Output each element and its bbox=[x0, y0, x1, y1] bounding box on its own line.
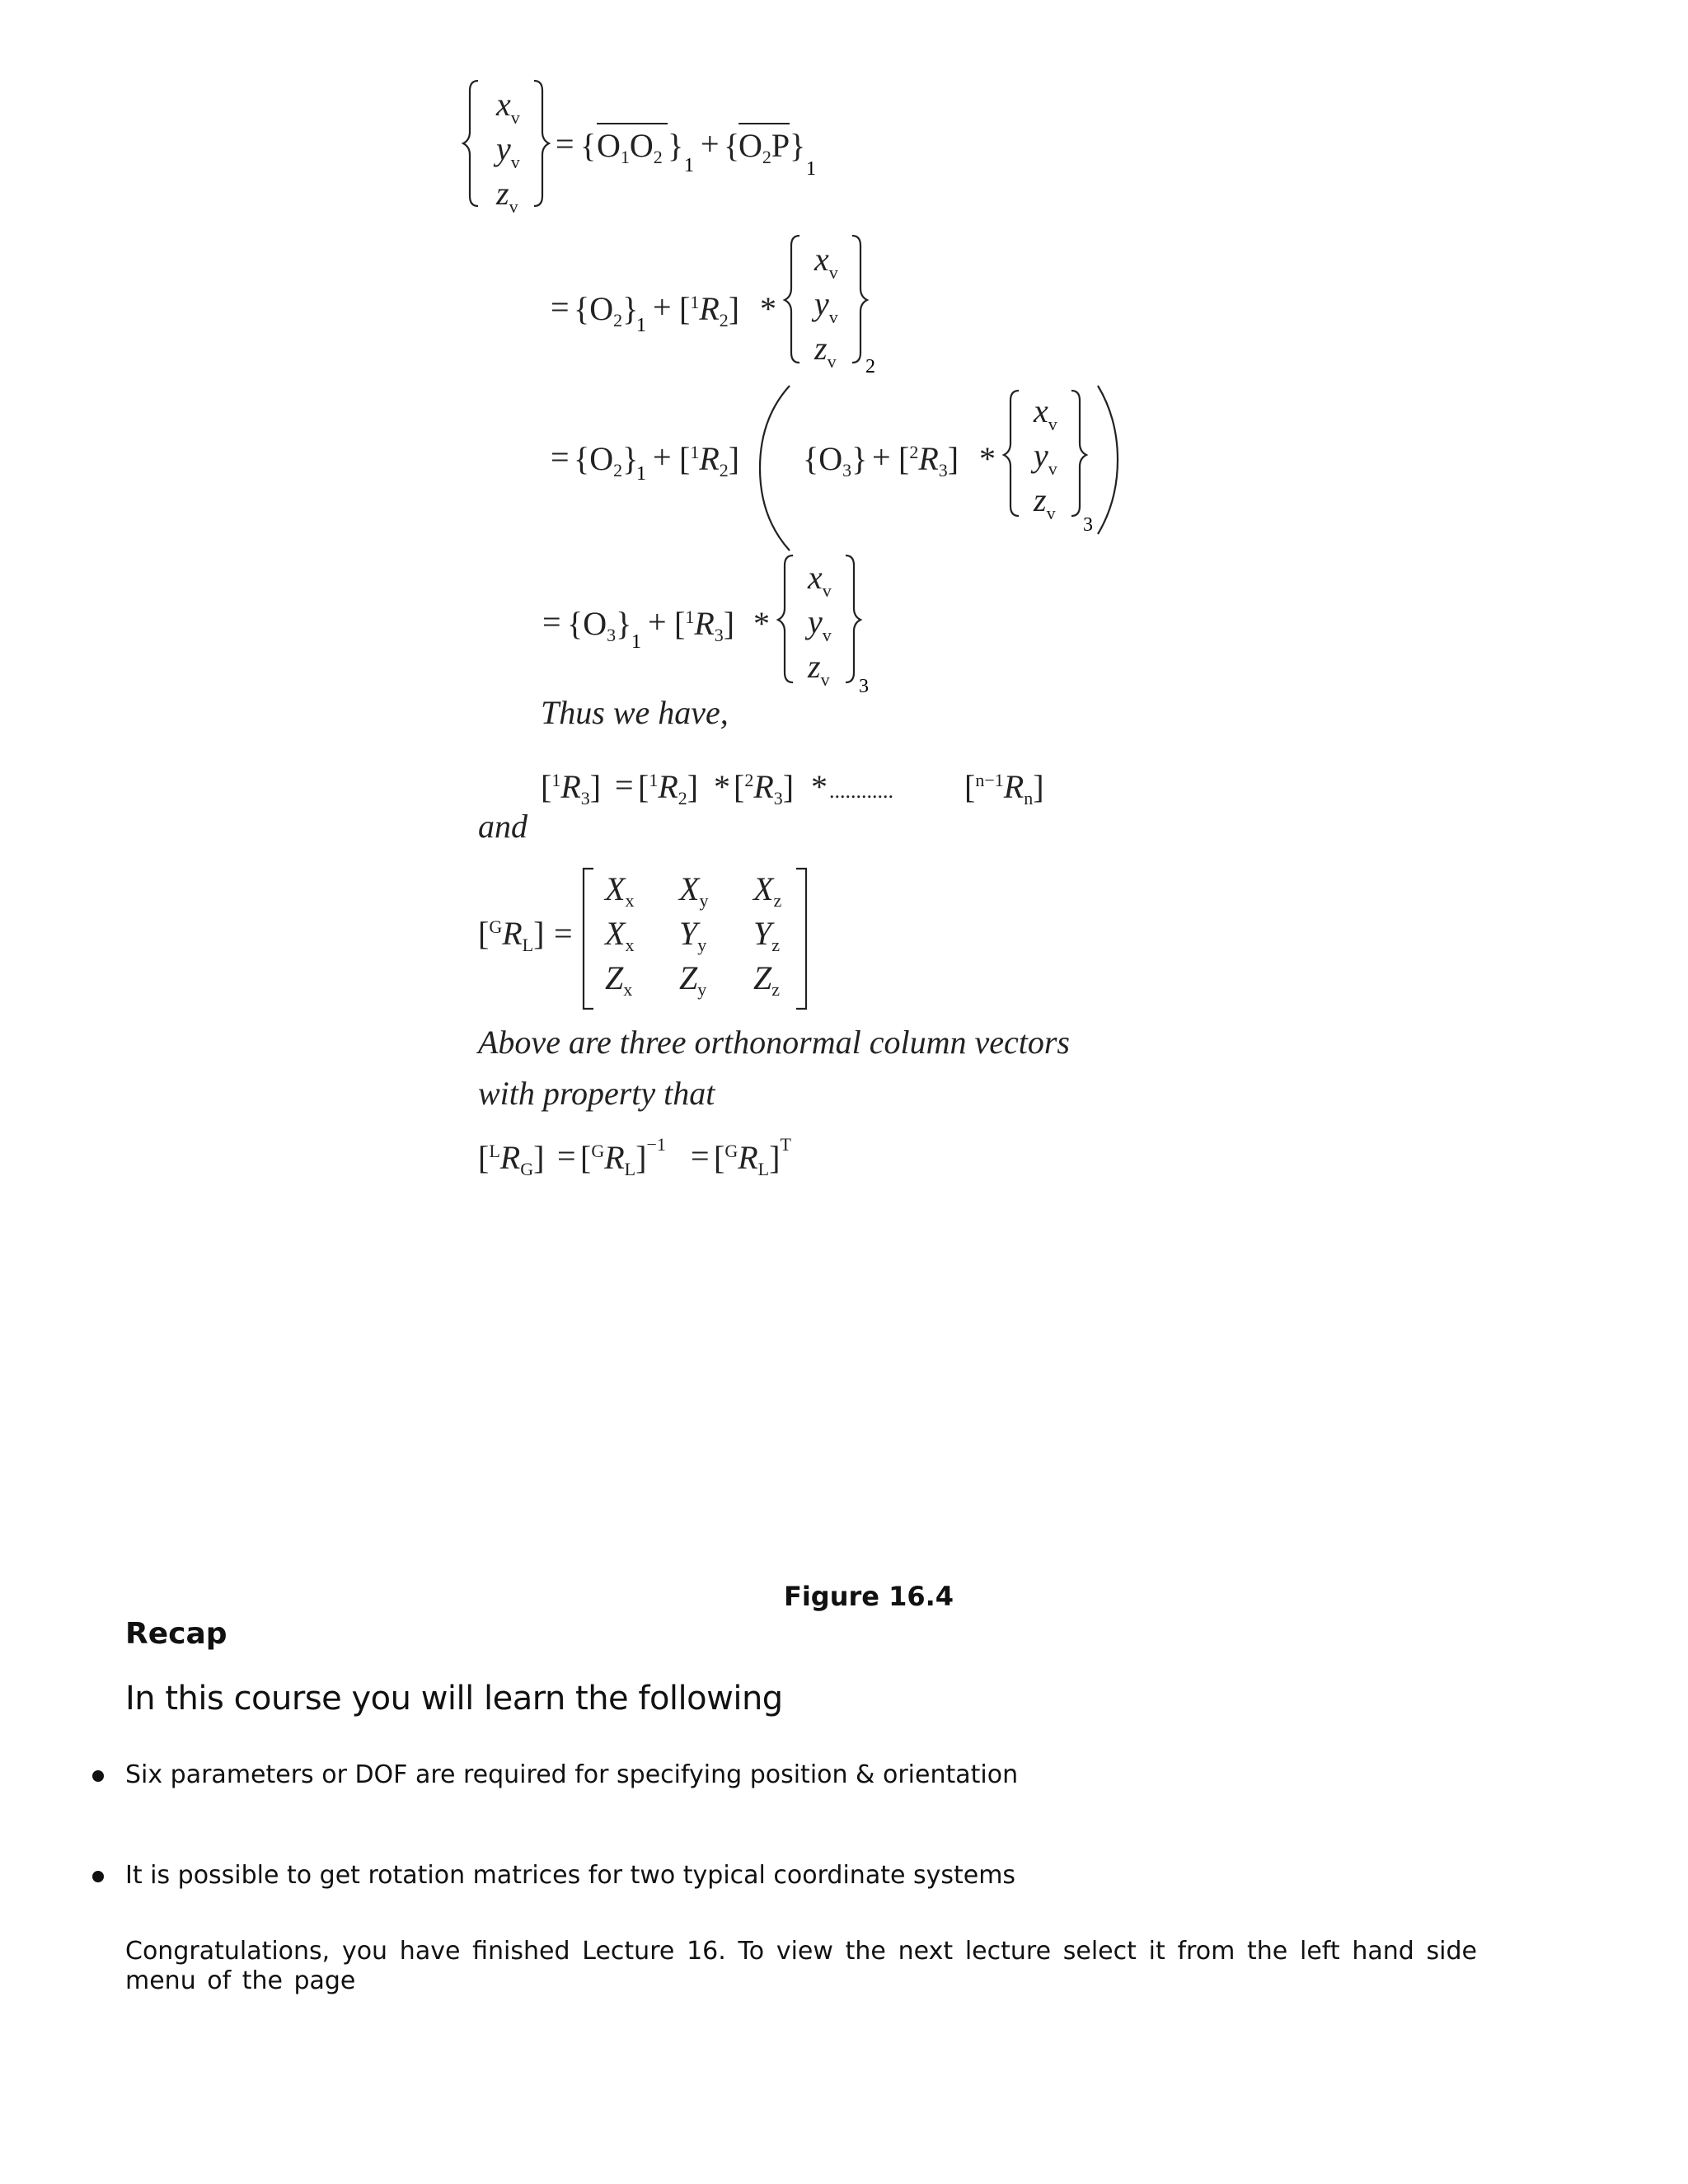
and-text: and bbox=[478, 808, 528, 845]
svg-text:3: 3 bbox=[859, 676, 869, 697]
svg-text:[1R2]: $[^1R_2]$ bbox=[679, 440, 740, 480]
svg-text:*: * bbox=[714, 768, 730, 805]
svg-text:xv: $x_v$ bbox=[814, 241, 838, 283]
svg-text:1: 1 bbox=[636, 463, 646, 485]
svg-text:+: + bbox=[872, 438, 891, 476]
svg-text:{O3}: $\{O_3\}$ bbox=[803, 440, 868, 480]
equation-line-5 bbox=[541, 766, 1044, 808]
svg-text:{O3}: $\{O_3\}$ bbox=[567, 605, 632, 645]
svg-text:+: + bbox=[653, 288, 672, 326]
svg-text:Zy: $Z_y$ bbox=[679, 959, 707, 1000]
svg-text:[GRL]T: $[^GR_L]^T$ bbox=[714, 1134, 791, 1179]
svg-text:+: + bbox=[653, 438, 672, 476]
svg-text:1: 1 bbox=[806, 158, 816, 180]
svg-text:=: = bbox=[691, 1137, 710, 1174]
svg-text:*: * bbox=[760, 290, 776, 327]
svg-text:yv: $y_v$ bbox=[808, 603, 832, 645]
equation-line-6 bbox=[478, 869, 806, 1009]
svg-text:{: { bbox=[580, 127, 597, 164]
svg-text:{O2}: $\{O_2\}$ bbox=[574, 290, 639, 330]
svg-text:*: * bbox=[979, 440, 996, 477]
list-item bbox=[125, 1861, 1526, 1890]
svg-text:[1R3]: $[^1R_3]$ bbox=[674, 605, 735, 645]
svg-text:=: = bbox=[557, 1137, 576, 1174]
svg-text:Xx: $X_x$ bbox=[605, 870, 635, 911]
equation-line-1 bbox=[463, 81, 816, 217]
svg-text:O2P: $O_2P$ bbox=[738, 127, 790, 167]
svg-text:*: * bbox=[753, 605, 770, 642]
svg-text:1: 1 bbox=[636, 315, 646, 336]
bullet-icon bbox=[92, 1770, 104, 1782]
svg-text:[1R2]: $[^1R_2]$ bbox=[679, 290, 740, 330]
svg-text:}: } bbox=[790, 127, 806, 164]
svg-text:xv: $x_v$ bbox=[496, 86, 520, 128]
thus-we-have-text: Thus we have, bbox=[541, 694, 729, 731]
svg-text:Zx: $Z_x$ bbox=[605, 959, 633, 1000]
svg-text:[2R3]: $[^2R_3]$ bbox=[734, 768, 795, 808]
svg-text:}: } bbox=[668, 127, 684, 164]
svg-text:[1R2]: $[^1R_2]$ bbox=[638, 768, 699, 808]
svg-text:[GRL]−1: $[^GR_L]^{-1}$ bbox=[580, 1134, 666, 1179]
svg-text:yv: $y_v$ bbox=[496, 130, 520, 172]
svg-text:{O2}: $\{O_2\}$ bbox=[574, 440, 639, 480]
svg-text:=: = bbox=[556, 125, 574, 162]
svg-text:+: + bbox=[701, 125, 720, 162]
svg-text:[2R3]: $[^2R_3]$ bbox=[898, 440, 959, 480]
svg-text:Yz: $Y_z$ bbox=[753, 915, 781, 955]
figure-16-4-equations bbox=[462, 73, 1121, 1195]
svg-text:[n−1Rn]: $[^n-1R_n]$ bbox=[964, 768, 1044, 808]
equation-line-3 bbox=[551, 386, 1118, 551]
svg-text:=: = bbox=[615, 766, 634, 804]
equation-line-2 bbox=[551, 236, 875, 377]
svg-text:xv: $x_v$ bbox=[1034, 392, 1057, 434]
figure-caption: Figure 16.4 bbox=[783, 1581, 954, 1612]
svg-text:Xx: $X_x$ bbox=[605, 915, 635, 955]
svg-text:zv: $z_v$ bbox=[814, 330, 837, 372]
svg-text:=: = bbox=[551, 288, 570, 326]
list-item-text: Six parameters or DOF are required for specifying position & orientation bbox=[125, 1760, 1019, 1789]
svg-text:[1R3]: $[^1R_3]$ bbox=[541, 768, 602, 808]
list-item bbox=[125, 1760, 1526, 1789]
svg-text:yv: $y_v$ bbox=[1034, 437, 1057, 479]
svg-text:[LRG]: $[^LR_G]$ bbox=[478, 1139, 545, 1179]
orthonormal-note-line-1: Above are three orthonormal column vectors bbox=[478, 1024, 1070, 1061]
svg-text:=: = bbox=[542, 603, 561, 640]
svg-text:Yy: $Y_y$ bbox=[679, 915, 707, 955]
svg-text:*: * bbox=[811, 768, 828, 805]
svg-text:Xy: $X_y$ bbox=[679, 870, 709, 911]
svg-text:Xz: $X_z$ bbox=[753, 870, 782, 911]
equation-line-4 bbox=[542, 555, 869, 697]
svg-text:=: = bbox=[551, 438, 570, 476]
equation-image bbox=[462, 73, 1121, 1195]
svg-text:yv: $y_v$ bbox=[814, 285, 838, 327]
svg-text:xv: $x_v$ bbox=[808, 559, 832, 601]
svg-text:2: 2 bbox=[865, 356, 875, 377]
ellipsis-dots: ............ bbox=[829, 779, 893, 803]
svg-text:O1O2: $O_1O_2$ bbox=[597, 127, 663, 167]
list-item-text: It is possible to get rotation matrices for two typical coordinate systems bbox=[125, 1861, 1016, 1890]
svg-text:zv: $z_v$ bbox=[496, 175, 518, 217]
svg-text:zv: $z_v$ bbox=[1034, 481, 1056, 523]
svg-text:1: 1 bbox=[631, 631, 641, 653]
closing-paragraph: Congratulations, you have finished Lecture 16. To view the next lecture select it from the left hand side menu of the page bbox=[125, 1937, 1477, 1995]
svg-text:[GRL]: $[^GR_L]$ bbox=[478, 915, 545, 955]
svg-text:Zz: $Z_z$ bbox=[753, 959, 781, 1000]
svg-text:3: 3 bbox=[1083, 514, 1093, 536]
equation-line-7 bbox=[478, 1134, 791, 1179]
svg-text:{: { bbox=[724, 127, 740, 164]
recap-intro: In this course you will learn the following bbox=[125, 1680, 783, 1718]
orthonormal-note-line-2: with property that bbox=[478, 1075, 715, 1112]
svg-text:zv: $z_v$ bbox=[808, 648, 830, 690]
bullet-icon bbox=[92, 1871, 104, 1882]
recap-heading: Recap bbox=[125, 1617, 227, 1651]
svg-text:1: 1 bbox=[684, 155, 694, 176]
svg-text:=: = bbox=[554, 915, 573, 952]
svg-text:+: + bbox=[648, 603, 667, 640]
